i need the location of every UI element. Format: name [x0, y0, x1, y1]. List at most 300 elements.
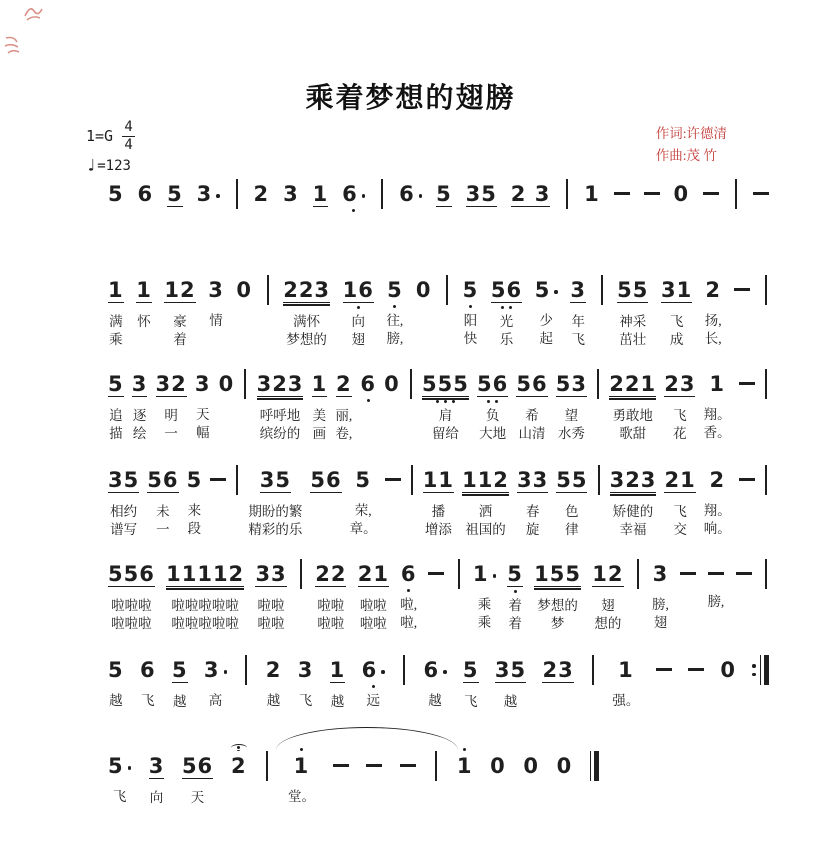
lyric-syllable: 逐 — [132, 408, 147, 423]
note-number: 56 — [490, 278, 523, 302]
lyric-syllable: 荣, — [354, 503, 372, 518]
lyric-syllable: 着 — [508, 616, 522, 631]
lyric-syllable: 幸福 — [619, 522, 647, 537]
note — [172, 658, 188, 683]
low-octave-dot — [509, 306, 512, 309]
high-octave-dot — [463, 748, 466, 751]
score-column — [680, 552, 696, 611]
lyric-syllable: 留给 — [431, 426, 459, 441]
note — [423, 468, 454, 493]
score-column — [408, 362, 414, 435]
note — [108, 562, 155, 587]
barline — [245, 655, 247, 685]
lyric-syllable: 花 — [673, 426, 687, 441]
note-number: 555 — [422, 372, 469, 396]
score-column — [234, 172, 240, 209]
lyric-syllable: 追 — [109, 408, 123, 423]
score-column — [298, 648, 314, 710]
score-column — [108, 458, 139, 539]
score-column — [166, 552, 244, 633]
lyric-syllable: 梦想的 — [286, 332, 327, 347]
score-column — [661, 268, 692, 349]
note-number: 6 — [137, 182, 154, 206]
score-column — [386, 268, 403, 348]
octave-below-strip — [350, 206, 358, 216]
lyric-syllable: 向 — [149, 790, 164, 805]
low-octave-dot — [452, 400, 455, 403]
lyric-syllable: 茁壮 — [619, 332, 647, 347]
note-number: 53 — [555, 372, 587, 396]
score-column — [315, 552, 346, 633]
note-number: 323 — [256, 372, 304, 396]
lyric-syllable: 播 — [431, 504, 446, 519]
score-column — [242, 362, 248, 435]
score-column — [298, 552, 304, 625]
note-number: 3 — [208, 278, 224, 302]
lyric-syllable: 啦啦啦啦啦 — [171, 616, 239, 631]
red-watermark-icon — [2, 34, 22, 60]
score-column — [428, 552, 444, 611]
note — [358, 562, 389, 587]
score-column — [652, 552, 669, 632]
score-column — [599, 268, 605, 341]
low-octave-dot — [372, 685, 375, 688]
low-octave-dot — [393, 305, 396, 308]
note — [108, 754, 131, 778]
note — [315, 562, 346, 587]
note-number: 1 — [136, 278, 152, 302]
lyric-syllable: 飞 — [673, 504, 687, 519]
system-cells — [108, 458, 769, 539]
score-column — [753, 172, 769, 195]
augmentation-dot — [128, 766, 132, 770]
score-column — [313, 172, 329, 217]
note — [507, 562, 523, 587]
lyric-syllable: 啦啦 — [257, 616, 285, 631]
augmentation-dot — [493, 574, 497, 578]
note — [219, 372, 235, 396]
score-column — [734, 268, 750, 327]
score-column — [564, 172, 570, 209]
note — [584, 182, 600, 206]
low-octave-dot — [436, 400, 439, 403]
low-octave-dot — [407, 589, 410, 592]
repeat-dots — [752, 664, 756, 676]
note-number: 2 — [230, 754, 247, 778]
note-number: 2 — [705, 278, 722, 302]
note-number: 6 — [139, 658, 156, 682]
duration-dash — [333, 764, 349, 767]
lyric-syllable: 越 — [109, 693, 123, 708]
score-column — [343, 268, 374, 349]
note — [720, 658, 736, 682]
score-column — [108, 744, 131, 806]
key-signature-block — [86, 120, 135, 176]
duration-dash — [753, 192, 769, 195]
note-number: 35 — [465, 182, 497, 206]
lyric-syllable: 勇敢地 — [612, 408, 653, 423]
low-octave-dot — [367, 399, 370, 402]
note-number: 5 — [108, 372, 124, 396]
augmentation-dot — [216, 194, 220, 198]
lyric-syllable: 乘 — [477, 597, 492, 612]
lyric-syllable: 章。 — [349, 521, 377, 536]
duration-dash — [736, 572, 752, 575]
lyric-syllable: 响。 — [703, 521, 731, 536]
score-column — [108, 362, 124, 443]
score-column — [664, 458, 695, 539]
quarter-note-icon: ♩ — [86, 155, 97, 176]
note — [523, 754, 539, 778]
lyric-syllable: 美 — [312, 408, 327, 423]
note-number: 3 — [194, 372, 211, 396]
score-column — [635, 552, 641, 625]
duration-dash — [614, 192, 630, 195]
duration-dash — [366, 764, 382, 767]
note-number: 56 — [181, 754, 214, 778]
lyric-syllable: 情 — [209, 313, 223, 328]
score-column — [138, 172, 154, 216]
score-column — [595, 362, 601, 435]
score-column — [491, 268, 522, 349]
barline — [244, 369, 246, 399]
credits-block — [656, 123, 727, 166]
note — [266, 658, 282, 682]
lyric-syllable: 翔。 — [703, 503, 731, 518]
score-column — [140, 648, 156, 710]
note — [610, 468, 657, 493]
note-number: 5 — [171, 658, 188, 682]
time-signature-denominator: 4 — [124, 137, 133, 154]
score-column — [234, 458, 240, 531]
score-column — [204, 648, 227, 710]
time-signature — [122, 120, 135, 153]
score-column — [534, 552, 581, 633]
score-column — [172, 648, 188, 711]
lyric-syllable: 相约 — [110, 504, 138, 519]
score-column — [366, 744, 382, 785]
augmentation-dot — [224, 670, 228, 674]
score-column — [108, 172, 124, 216]
note-number: 21 — [357, 562, 389, 586]
score-column — [149, 744, 165, 807]
score-column — [360, 362, 376, 442]
note-number: 33 — [255, 562, 287, 586]
duration-dash — [688, 668, 704, 671]
lyric-syllable: 律 — [565, 522, 579, 537]
score-column — [704, 458, 731, 538]
duration-dash — [703, 192, 719, 195]
note-number: 0 — [523, 754, 539, 778]
score-column — [167, 172, 183, 217]
lyric-syllable: 肩 — [438, 408, 453, 423]
final-barline-thick — [764, 655, 769, 685]
fermata-icon — [231, 744, 247, 748]
note — [664, 372, 695, 397]
score-column — [132, 362, 148, 443]
lyric-syllable: 向 — [351, 314, 365, 329]
tempo-value: =123 — [97, 157, 131, 174]
note-number: 16 — [342, 278, 374, 302]
low-octave-dot — [357, 306, 360, 309]
score-column — [707, 552, 724, 611]
note — [535, 278, 558, 302]
slur-arc — [276, 727, 458, 750]
lyric-syllable: 绘 — [132, 426, 147, 441]
note — [653, 562, 669, 586]
lyric-syllable: 少 — [539, 313, 553, 328]
note — [661, 278, 692, 303]
note-number: 5 — [108, 658, 124, 682]
note — [664, 468, 695, 493]
note — [511, 182, 551, 207]
score-column — [265, 268, 271, 341]
note — [312, 372, 328, 397]
lyric-syllable: 越 — [266, 693, 281, 708]
score-column — [400, 744, 416, 785]
lyric-syllable: 想的 — [594, 616, 622, 631]
note-number: 2 3 — [510, 182, 551, 206]
lyric-syllable: 春 — [525, 504, 540, 519]
lyric-syllable: 神采 — [619, 314, 647, 329]
barline — [236, 465, 238, 495]
note-number: 5 — [462, 658, 479, 682]
lyric-syllable: 膀, — [707, 593, 725, 609]
score-column — [617, 268, 648, 349]
note-number: 3 — [148, 754, 165, 778]
score-column — [400, 552, 417, 632]
note — [167, 182, 183, 207]
note — [195, 372, 211, 396]
note — [156, 372, 187, 397]
lyric-syllable: 梦 — [550, 616, 565, 631]
system-cells — [108, 172, 769, 217]
note — [673, 182, 689, 206]
note-number: 6 — [423, 658, 440, 682]
score-column — [511, 172, 551, 217]
note-number: 1 — [293, 754, 310, 778]
barline — [435, 751, 437, 781]
barline — [601, 275, 603, 305]
note — [399, 182, 422, 206]
lyric-syllable: 翅 — [653, 615, 668, 630]
note — [197, 182, 220, 206]
score-column — [108, 552, 155, 633]
note — [463, 658, 479, 683]
lyric-syllable: 光 — [499, 314, 514, 329]
note — [557, 754, 573, 778]
score-column — [243, 648, 249, 703]
note-number: 12 — [592, 562, 624, 586]
note — [355, 468, 371, 492]
lyric-syllable: 飞 — [673, 408, 687, 423]
score-column — [182, 744, 213, 807]
lyric-syllable: 飞 — [112, 789, 127, 804]
lyric-syllable: 膀, — [386, 331, 404, 346]
lyric-syllable: 期盼的繁 — [248, 504, 303, 519]
lyric-syllable: 满怀 — [293, 314, 321, 329]
note-number: 3 — [283, 182, 299, 206]
note — [260, 468, 291, 493]
barline — [765, 369, 767, 399]
note — [147, 468, 178, 493]
note-number: 6 — [400, 562, 417, 586]
barline — [267, 275, 269, 305]
note-number: 0 — [415, 278, 432, 302]
note-number: 0 — [556, 754, 573, 778]
composer-credit: 作曲:茂 竹 — [655, 147, 717, 163]
lyric-syllable: 越 — [428, 693, 442, 708]
octave-below-strip — [405, 586, 413, 596]
note — [360, 372, 376, 396]
note-number: 155 — [534, 562, 581, 586]
lyric-syllable: 缤纷的 — [259, 426, 301, 441]
score-column — [590, 744, 599, 799]
lyric-syllable: 啦啦啦 — [111, 598, 152, 613]
barline — [458, 559, 460, 589]
note — [384, 372, 400, 396]
octave-below-strip — [364, 396, 372, 406]
lyric-syllable: 一 — [156, 522, 170, 537]
note — [516, 372, 547, 397]
note-number: 5 — [507, 562, 523, 586]
note — [401, 562, 417, 586]
lyric-syllable: 旋 — [525, 522, 540, 537]
system-cells — [108, 648, 769, 711]
score-column — [542, 648, 573, 711]
note — [342, 182, 365, 206]
note — [534, 562, 581, 587]
system-5 — [108, 552, 769, 633]
barline — [300, 559, 302, 589]
note-number: 0 — [720, 658, 737, 682]
duration-dash — [739, 478, 755, 481]
score-column — [463, 648, 479, 711]
lyric-syllable: 飞 — [669, 314, 684, 329]
score-column — [136, 268, 152, 349]
score-column — [335, 362, 352, 443]
final-barline — [590, 751, 599, 781]
note-number: 0 — [673, 182, 690, 206]
low-octave-dot — [501, 306, 504, 309]
augmentation-dot — [381, 670, 385, 674]
lyric-syllable: 天 — [195, 407, 210, 422]
note — [556, 468, 587, 493]
augmentation-dot — [419, 194, 423, 198]
note — [490, 754, 506, 778]
score-column — [720, 648, 736, 710]
score-column — [703, 172, 719, 195]
score-column — [147, 458, 178, 539]
note — [166, 562, 244, 587]
note — [310, 468, 341, 493]
score-column — [462, 458, 509, 539]
note — [164, 278, 195, 303]
note — [592, 562, 623, 587]
octave-below-strip — [466, 302, 474, 312]
lyric-syllable: 满 — [109, 314, 123, 329]
note-number: 21 — [664, 468, 696, 492]
note-number: 1 — [709, 372, 725, 396]
score-column — [312, 362, 328, 443]
score-column — [556, 458, 587, 539]
note-number: 0 — [236, 278, 253, 302]
score-column — [358, 552, 389, 633]
score-column — [664, 362, 695, 443]
low-octave-dot — [495, 400, 498, 403]
lyric-syllable: 翔。 — [703, 407, 731, 422]
note-number: 0 — [218, 372, 235, 396]
low-octave-dot — [352, 209, 355, 212]
note — [132, 372, 148, 397]
lyric-syllable: 洒 — [478, 504, 493, 519]
high-octave-dot — [237, 750, 240, 751]
augmentation-dot — [362, 194, 366, 198]
score-column — [219, 362, 235, 442]
lyric-syllable: 梦想的 — [537, 598, 578, 613]
barline — [446, 275, 448, 305]
lyric-syllable: 一 — [164, 426, 178, 441]
lyric-syllable: 负 — [485, 408, 500, 423]
barline — [765, 275, 767, 305]
barline — [403, 655, 405, 685]
score-column — [570, 268, 586, 349]
note — [231, 754, 247, 778]
score-column — [310, 458, 341, 539]
note-number: 5 — [534, 278, 551, 302]
score-column — [516, 362, 547, 443]
lyric-syllable: 描 — [109, 426, 123, 441]
note-number: 5 — [167, 182, 183, 206]
score-column — [473, 552, 496, 632]
lyric-syllable: 着 — [173, 332, 187, 347]
score-column — [523, 744, 539, 806]
lyric-syllable: 扬, — [704, 313, 722, 328]
lyric-syllable: 天 — [190, 790, 205, 805]
octave-below-strip — [511, 587, 519, 597]
note — [466, 182, 497, 207]
note — [182, 754, 213, 779]
score-column — [490, 744, 506, 806]
score-column — [656, 648, 672, 689]
lyric-syllable: 快 — [463, 331, 478, 346]
note — [570, 278, 586, 303]
barline — [765, 559, 767, 589]
score-column — [739, 458, 755, 517]
system-cells — [108, 744, 599, 807]
repeat-dot — [752, 673, 756, 677]
note — [149, 754, 165, 779]
note-number: 33 — [516, 468, 549, 492]
lyric-syllable: 段 — [187, 521, 202, 536]
score-column — [379, 172, 385, 209]
score-column — [208, 268, 224, 348]
note-number: 5 — [462, 278, 479, 302]
note-number: 0 — [384, 372, 400, 396]
score-column — [705, 268, 722, 348]
lyric-syllable: 望 — [564, 408, 579, 423]
note-number: 2 — [253, 182, 270, 206]
note — [457, 754, 473, 778]
score-column — [614, 172, 630, 195]
note — [204, 658, 227, 682]
system-3 — [108, 362, 769, 443]
lyric-syllable: 啦, — [400, 615, 418, 630]
low-octave-dot — [487, 400, 490, 403]
octave-below-strip — [369, 682, 377, 692]
lyric-syllable: 卷, — [335, 426, 353, 441]
low-octave-dot — [469, 305, 472, 308]
